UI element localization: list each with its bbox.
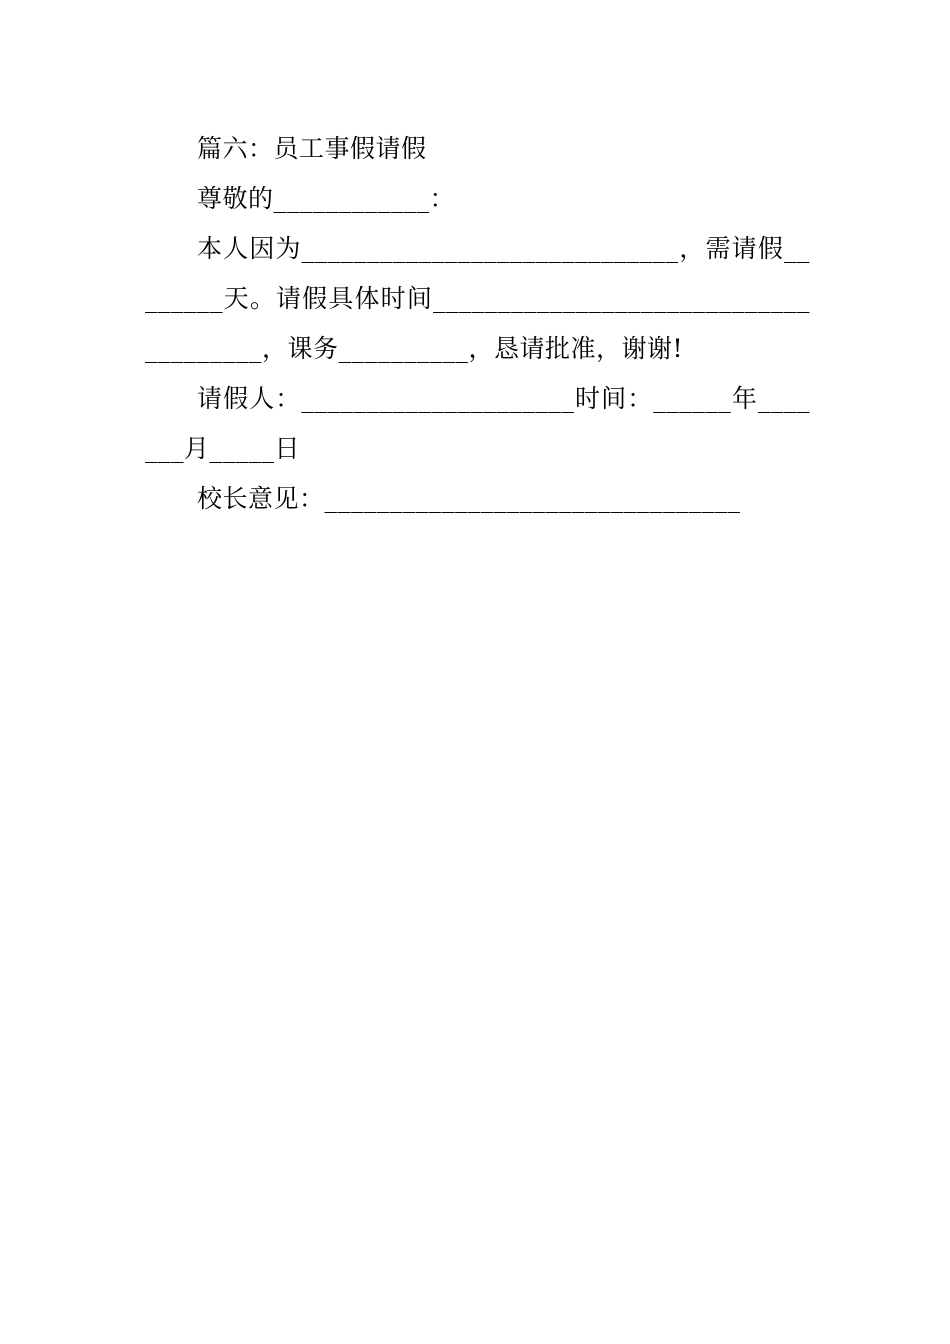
salutation-line: 尊敬的____________： [197,184,456,213]
section-title: 篇六：员工事假请假 [197,134,427,163]
applicant-date-line: 请假人：_____________________时间：______年_______月_____日 [145,384,810,463]
leave-reason-paragraph: 本人因为_____________________________，需请假________天。请假具体时间______________________________________，课务__________，恳请批准，谢谢! [145,234,810,363]
principal-opinion-line: 校长意见：________________________________ [197,484,741,513]
document-body [145,124,810,524]
